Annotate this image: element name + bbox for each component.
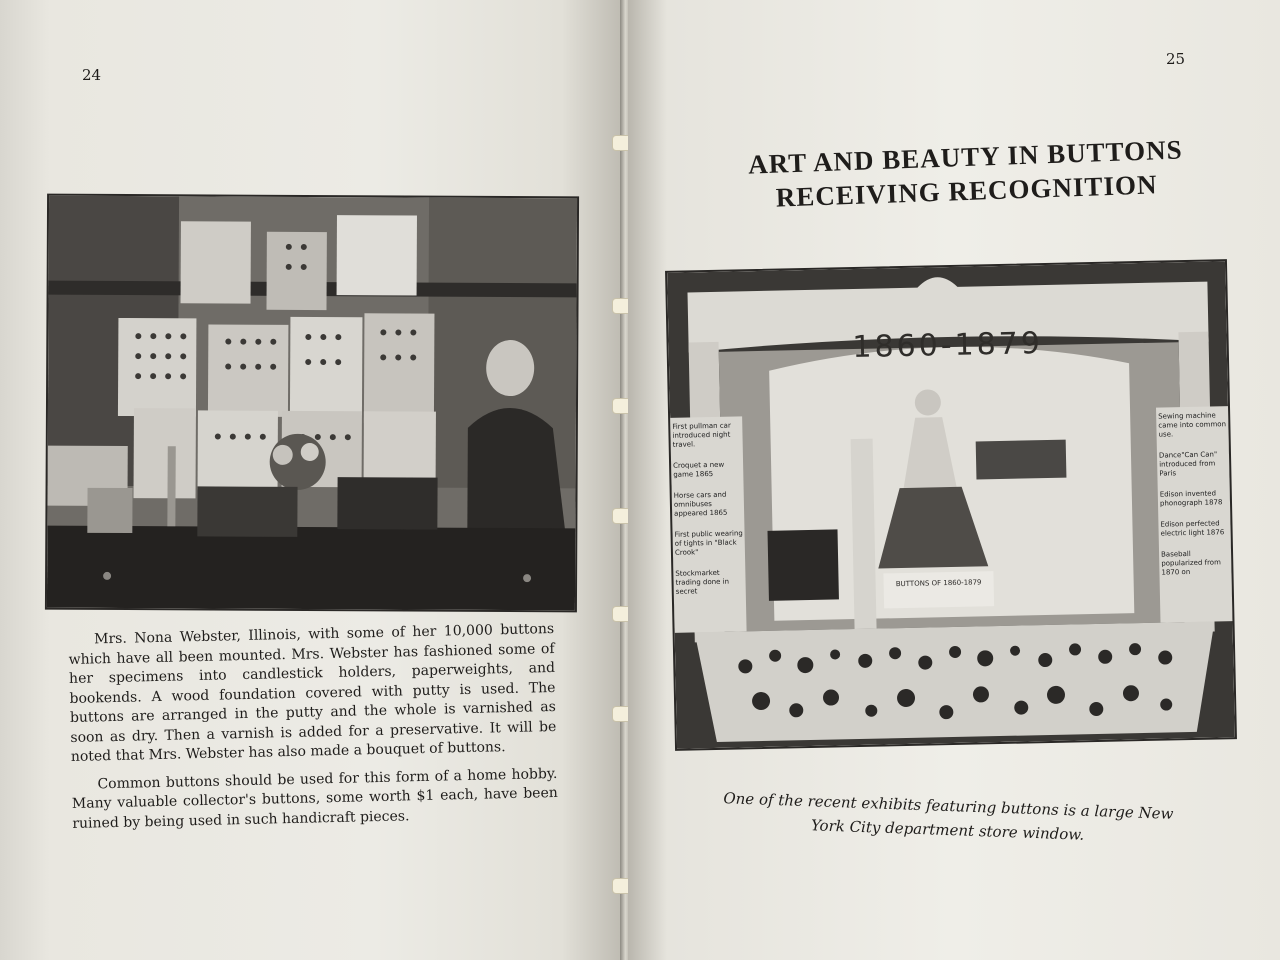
exhibit-right-notes (1158, 411, 1229, 577)
exhibit-year-text: 1860-1879 (852, 326, 1044, 366)
title-line-1: ART AND BEAUTY IN BUTTONS (747, 134, 1184, 180)
right-caption-line-2: York City department store window. (810, 816, 1085, 844)
photo-store-window-exhibit (665, 259, 1237, 751)
caption-paragraph-2: Common buttons should be used for this form of a home hobby. Many valuable collector's buttons, some worth $1 each, have been ruined by being used in such handicraft pieces. (71, 765, 558, 832)
right-note: Baseball popularized from 1870 on (1161, 549, 1221, 577)
exhibit-left-notes (672, 421, 746, 596)
page-title (695, 131, 1237, 218)
right-note: Dance"Can Can" introduced from Paris (1158, 450, 1218, 478)
left-note: First pullman car introduced night travel. (672, 421, 731, 449)
right-note: Edison invented phonograph 1878 (1159, 489, 1223, 508)
left-page (0, 0, 624, 960)
right-caption-line-1: One of the recent exhibits featuring buttons is a large New (723, 789, 1174, 823)
page-number-left: 24 (82, 66, 102, 84)
page-number-right: 25 (1166, 50, 1186, 68)
right-note: Edison perfected electric light 1876 (1160, 519, 1225, 538)
left-note: Horse cars and omnibuses appeared 1865 (673, 490, 728, 518)
left-caption (68, 620, 558, 834)
right-note: Sewing machine came into common use. (1158, 411, 1227, 439)
title-line-2: RECEIVING RECOGNITION (775, 169, 1158, 213)
right-caption (697, 785, 1198, 850)
right-page (628, 0, 1280, 960)
photo-collector-with-buttons (45, 194, 579, 613)
photo-collector-icon (47, 196, 577, 611)
placard-title-text: BUTTONS OF 1860-1879 (895, 578, 982, 589)
left-note: First public wearing of tights in "Black Crook" (674, 529, 743, 557)
caption-paragraph-1: Mrs. Nona Webster, Illinois, with some of her 10,000 buttons which have all been mounted. Mrs. Webster has fashioned some of her specimens into candlestick holders, paperweights, and bookends. A wood foundation covered with putty is used. The buttons are arranged in the putty and the whole is varnished as soon as dry. Then a varnish is added for a preservative. It will be noted that Mrs. Webster has also made a bouquet of buttons. (68, 620, 557, 765)
store-window-icon (667, 261, 1235, 749)
left-note: Croquet a new game 1865 (673, 460, 725, 479)
left-note: Stockmarket trading done in secret (675, 568, 730, 596)
